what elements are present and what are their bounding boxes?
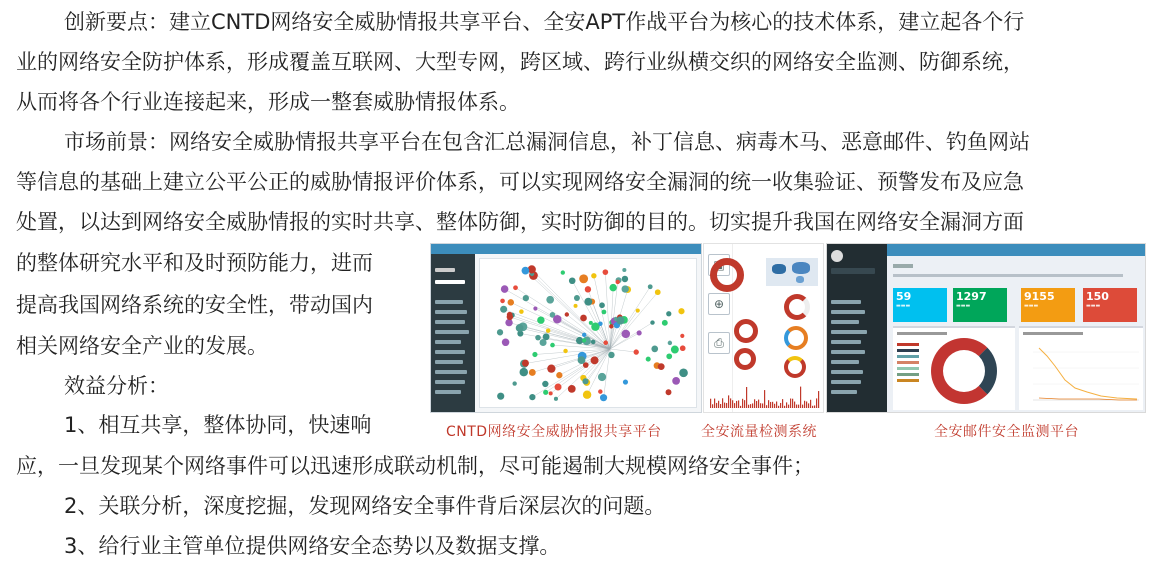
innovation-line-1: 创新要点：建立CNTD网络安全威胁情报共享平台、全安APT作战平台为核心的技术体系，建立起各个行 xyxy=(64,10,1025,34)
graph-node xyxy=(583,391,591,399)
traffic-bars xyxy=(710,378,820,410)
graph-node xyxy=(591,323,599,331)
graph-node xyxy=(502,339,510,347)
graph-node xyxy=(662,320,668,326)
traffic-bar xyxy=(782,399,783,408)
kpi-card-2[interactable]: 1297 ▬▬▬ xyxy=(953,288,1007,322)
traffic-bar xyxy=(806,401,807,408)
traffic-bar xyxy=(758,400,759,408)
graph-node xyxy=(537,316,544,323)
graph-node xyxy=(497,329,503,335)
traffic-bar xyxy=(744,400,745,408)
traffic-bar xyxy=(794,402,795,408)
graph-node xyxy=(666,353,672,359)
graph-node xyxy=(591,273,596,278)
traffic-bar xyxy=(762,403,763,408)
traffic-bar xyxy=(752,403,753,408)
traffic-bar xyxy=(818,391,819,408)
figure-caption-mail: 全安邮件安全监测平台 xyxy=(934,424,1079,440)
graph-node xyxy=(512,381,516,385)
graph-node xyxy=(591,340,596,345)
graph-node xyxy=(501,285,509,293)
traffic-bar xyxy=(788,405,789,408)
graph-node xyxy=(582,378,588,384)
graph-node xyxy=(648,284,653,289)
graph-node xyxy=(636,309,640,313)
traffic-bar xyxy=(798,405,799,408)
donut-chart xyxy=(734,319,758,343)
graph-node xyxy=(598,389,602,393)
graph-node xyxy=(609,324,613,328)
market-line-5: 提高我国网络系统的安全性，带动国内 xyxy=(16,293,373,317)
graph-node xyxy=(574,304,578,308)
traffic-bar xyxy=(738,400,739,408)
print-icon[interactable]: ⎙ xyxy=(708,332,730,354)
graph-node xyxy=(658,363,665,370)
kpi-card-4[interactable]: 150 ▬▬▬ xyxy=(1083,288,1137,322)
top10-donut-panel xyxy=(893,326,1015,410)
mail-security-screenshot xyxy=(826,243,1146,413)
graph-node xyxy=(550,343,555,348)
traffic-bar xyxy=(774,404,775,408)
graph-panel xyxy=(479,258,697,408)
graph-node xyxy=(603,340,608,345)
traffic-bar xyxy=(718,401,719,408)
cntd-platform-screenshot xyxy=(430,243,702,413)
graph-node xyxy=(520,368,528,376)
graph-node xyxy=(519,309,524,314)
kpi-card-1[interactable]: 59 ▬▬▬ xyxy=(893,288,947,322)
donut-chart xyxy=(784,294,810,320)
traffic-bar xyxy=(724,403,725,408)
graph-node xyxy=(561,270,565,274)
traffic-bar xyxy=(728,395,729,408)
app-sidebar xyxy=(827,244,887,412)
traffic-bar xyxy=(790,399,791,408)
graph-node xyxy=(666,389,672,395)
graph-node xyxy=(549,391,553,395)
trend-line-chart xyxy=(1019,336,1143,408)
graph-node xyxy=(622,276,628,282)
donut-chart xyxy=(931,338,997,404)
graph-node xyxy=(585,286,591,292)
traffic-bar xyxy=(748,405,749,408)
app-sidebar xyxy=(431,254,475,412)
traffic-bar xyxy=(802,405,803,408)
kpi-card-3[interactable]: 9155 ▬▬▬ xyxy=(1021,288,1075,322)
graph-node xyxy=(533,306,537,310)
graph-node xyxy=(578,356,586,364)
traffic-bar xyxy=(810,400,811,408)
traffic-bar xyxy=(756,401,757,408)
graph-node xyxy=(637,330,642,335)
innovation-line-2: 业的网络安全防护体系，形成覆盖互联网、大型专网，跨区域、跨行业纵横交织的网络安全监测、防御系统， xyxy=(16,50,1024,74)
graph-node xyxy=(547,365,555,373)
traffic-bar xyxy=(816,398,817,408)
traffic-bar xyxy=(720,404,721,408)
graph-node xyxy=(655,289,661,295)
traffic-bar xyxy=(716,403,717,408)
benefit-title: 效益分析： xyxy=(64,374,169,398)
figure-caption-cntd: CNTD网络安全威胁情报共享平台 xyxy=(446,424,662,440)
threat-graph xyxy=(480,259,698,409)
traffic-bar xyxy=(808,403,809,408)
app-header-bar xyxy=(431,244,701,254)
graph-node xyxy=(602,310,607,315)
graph-edge xyxy=(587,349,610,395)
benefit-item-1-cont: 应，一旦发现某个网络事件可以迅速形成联动机制，尽可能遏制大规模网络安全事件； xyxy=(16,454,814,478)
graph-node xyxy=(553,315,562,324)
traffic-bar xyxy=(814,405,815,408)
graph-node xyxy=(532,352,537,357)
graph-node xyxy=(546,328,550,332)
graph-node xyxy=(542,381,548,387)
traffic-bar xyxy=(772,402,773,408)
traffic-bar xyxy=(750,404,751,408)
graph-node xyxy=(580,315,587,322)
graph-node xyxy=(608,352,614,358)
graph-node xyxy=(569,277,576,284)
graph-edge xyxy=(535,349,610,354)
traffic-bar xyxy=(742,399,743,408)
innovation-line-3: 从而将各个行业连接起来，形成一整套威胁情报体系。 xyxy=(16,90,520,114)
graph-node xyxy=(555,384,562,391)
traffic-bar xyxy=(754,399,755,408)
graph-node xyxy=(598,373,606,381)
graph-node xyxy=(546,296,554,304)
traffic-bar xyxy=(796,405,797,408)
traffic-bar xyxy=(800,387,801,408)
graph-node xyxy=(579,274,588,283)
graph-node xyxy=(529,369,536,376)
graph-node xyxy=(540,339,547,346)
graph-node xyxy=(668,341,672,345)
graph-node xyxy=(646,357,651,362)
world-map xyxy=(766,258,818,286)
graph-node xyxy=(582,338,586,342)
graph-node xyxy=(563,349,567,353)
traffic-bar xyxy=(740,406,741,408)
donut-chart xyxy=(784,326,808,350)
traffic-bar xyxy=(780,403,781,408)
graph-node xyxy=(680,345,686,351)
image-icon[interactable]: ▣ xyxy=(708,254,730,276)
graph-edge xyxy=(605,272,610,349)
graph-node xyxy=(565,312,569,316)
graph-node xyxy=(497,393,504,400)
graph-node xyxy=(603,269,609,275)
graph-node xyxy=(507,312,513,318)
traffic-bar xyxy=(768,400,769,408)
donut-chart xyxy=(734,348,756,370)
graph-node xyxy=(621,285,628,292)
graph-node xyxy=(679,369,688,378)
traffic-bar xyxy=(760,403,761,408)
graph-node xyxy=(522,267,530,275)
graph-node xyxy=(623,379,628,384)
graph-node xyxy=(591,356,599,364)
kpi-value: 1297 xyxy=(956,290,987,303)
graph-node xyxy=(678,308,684,314)
graph-node xyxy=(554,397,558,401)
traffic-bar xyxy=(746,387,747,408)
graph-node xyxy=(500,306,507,313)
benefit-item-1: 1、相互共享，整体协同，快速响 xyxy=(64,413,372,437)
traffic-bar xyxy=(784,406,785,408)
benefit-item-2: 2、关联分析，深度挖掘，发现网络安全事件背后深层次的问题。 xyxy=(64,494,666,518)
graph-node xyxy=(556,372,562,378)
graph-node xyxy=(513,285,518,290)
graph-node xyxy=(582,333,586,337)
graph-node xyxy=(672,377,680,385)
graph-node xyxy=(622,268,626,272)
graph-node xyxy=(666,311,671,316)
graph-node xyxy=(616,280,620,284)
traffic-bar xyxy=(786,402,787,408)
kpi-value: 9155 xyxy=(1024,290,1055,303)
traffic-bar xyxy=(710,399,711,408)
graph-node xyxy=(609,284,616,291)
traffic-bar xyxy=(804,401,805,408)
traffic-bar xyxy=(766,405,767,408)
traffic-bar xyxy=(776,401,777,408)
graph-node xyxy=(600,394,607,401)
graph-node xyxy=(523,295,529,301)
traffic-bar xyxy=(732,400,733,408)
kpi-value: 59 xyxy=(896,290,912,303)
trend-line-panel xyxy=(1019,326,1143,410)
graph-node xyxy=(568,385,576,393)
graph-node xyxy=(584,298,592,306)
donut-chart xyxy=(710,258,744,292)
graph-node xyxy=(616,316,624,324)
benefit-item-3: 3、给行业主管单位提供网络安全态势以及数据支撑。 xyxy=(64,534,561,558)
traffic-bar xyxy=(792,399,793,408)
traffic-bar xyxy=(812,406,813,408)
market-line-6: 相关网络安全产业的发展。 xyxy=(16,334,268,358)
graph-node xyxy=(508,299,514,305)
traffic-bar xyxy=(770,402,771,408)
traffic-bar xyxy=(722,398,723,408)
graph-node xyxy=(650,320,654,324)
graph-node xyxy=(651,346,658,353)
market-line-1: 市场前景：网络安全威胁情报共享平台在包含汇总漏洞信息，补丁信息、病毒木马、恶意邮件、钓鱼网站 xyxy=(64,130,1030,154)
traffic-bar xyxy=(764,390,765,408)
graph-node xyxy=(671,346,679,354)
graph-node xyxy=(622,330,631,339)
market-line-2: 等信息的基础上建立公平公正的威胁情报评价体系，可以实现网络安全漏洞的统一收集验证、预警发布及应急 xyxy=(16,170,1024,194)
graph-node xyxy=(500,299,505,304)
traffic-bar xyxy=(726,403,727,408)
traffic-detection-screenshot xyxy=(703,243,824,413)
traffic-bar xyxy=(730,398,731,408)
traffic-bar xyxy=(714,399,715,408)
zoom-in-icon[interactable]: ⊕ xyxy=(708,293,730,315)
graph-node xyxy=(522,360,529,367)
graph-edge xyxy=(610,349,636,352)
graph-node xyxy=(543,390,548,395)
graph-node xyxy=(599,302,605,308)
market-line-3: 处置，以达到网络安全威胁情报的实时共享、整体防御，实时防御的目的。切实提升我国在网络安全漏洞方面 xyxy=(16,210,1024,234)
donut-chart xyxy=(784,356,806,378)
graph-node xyxy=(529,394,535,400)
graph-node xyxy=(535,335,541,341)
figure-caption-traffic: 全安流量检测系统 xyxy=(701,424,817,440)
graph-node xyxy=(680,334,684,338)
kpi-value: 150 xyxy=(1086,290,1109,303)
traffic-bar xyxy=(778,406,779,408)
traffic-bar xyxy=(734,403,735,408)
traffic-bar xyxy=(736,401,737,408)
graph-node xyxy=(574,295,580,301)
traffic-bar xyxy=(712,404,713,408)
graph-node xyxy=(516,324,524,332)
market-line-4: 的整体研究水平和及时预防能力，进而 xyxy=(16,251,373,275)
graph-node xyxy=(634,349,639,354)
app-header-bar xyxy=(887,244,1145,256)
